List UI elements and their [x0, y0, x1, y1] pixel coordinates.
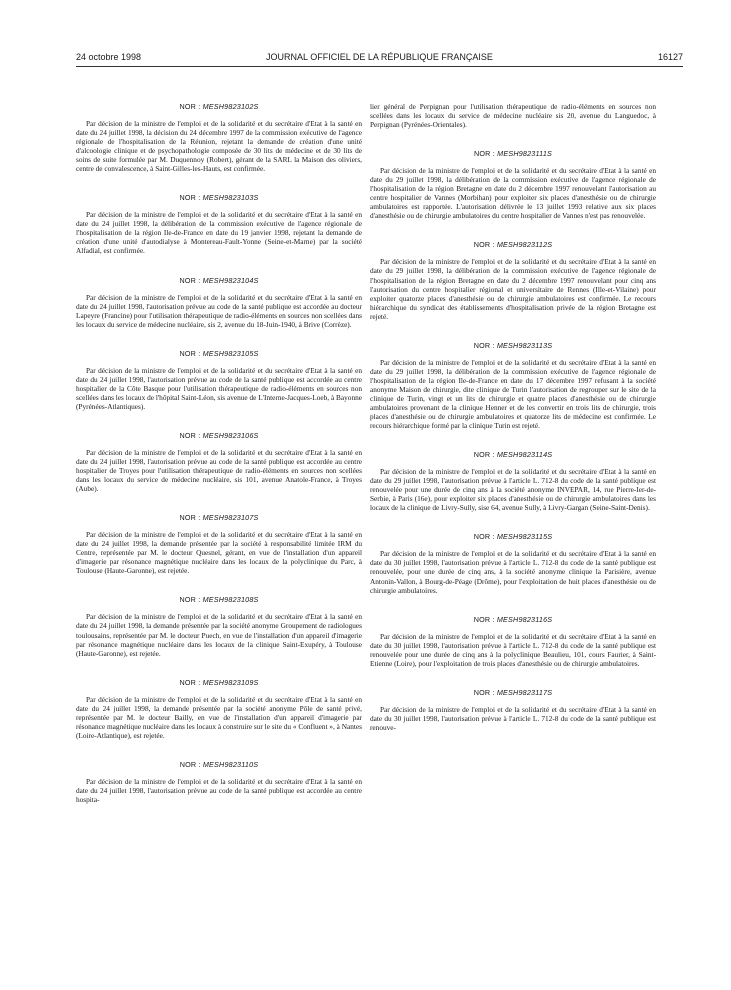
- nor-code: MESH9823106S: [202, 430, 259, 440]
- nor-reference: [76, 349, 362, 358]
- decision-entry: [76, 595, 362, 657]
- nor-label: NOR :: [473, 614, 495, 624]
- nor-label: NOR :: [473, 149, 495, 159]
- decision-text: Par décision de la ministre de l'emploi et de la solidarité et du secrétaire d'Etat à la santé en date du 24 juillet 1998, l'autorisation prévue au code de la santé publique est accordée au centre hospita-: [76, 776, 362, 804]
- nor-label: NOR :: [473, 340, 495, 350]
- header-date: 24 octobre 1998: [76, 52, 142, 62]
- nor-code: MESH9823105S: [202, 348, 259, 358]
- decision-text: Par décision de la ministre de l'emploi et de la solidarité et du secrétaire d'Etat à la santé en date du 29 juillet 1998, la délibération de la commission exécutive de l'agence régionale de l'hospitalisation de la région Ile-de-France en date du 17 décembre 1997 refusant à la société anonyme Maison de chirurgie, dite clinique de Turin l'autorisation de regrouper sur le site de la clinique de Turin, vingt et un lits de chirurgie et quatre places d'anesthésie ou de chirurgie ambulatoires provenant de la clinique Henner et de les convertir en trois lits de chirurgie, trois places d'anesthésie ou de chirurgie ambulatoires et quatorze lits de médecine est confirmée. Le recours hiérarchique formé par la clinique Turin est rejeté.: [370, 357, 656, 431]
- decision-text: Par décision de la ministre de l'emploi et de la solidarité et du secrétaire d'Etat à la santé en date du 30 juillet 1998, l'autorisation prévue à l'article L. 712-8 du code de la santé publique est renouve-: [370, 704, 656, 732]
- decision-text: Par décision de la ministre de l'emploi et de la solidarité et du secrétaire d'Etat à la santé en date du 29 juillet 1998, la délibération de la commission exécutive de l'agence régionale de l'hospitalisation de la région Bretagne en date du 2 décembre 1997 renouvelant l'autorisation au centre hospitalier de Vannes (Morbihan) pour exploiter six places d'anesthésie ou de chirurgie ambulatoires est rapportée. L'autorisation délivrée le 13 juillet 1993 relative aux six places d'anesthésie ou de chirurgie ambulatoires du centre hospitalier de Vannes n'est pas renouvelée.: [370, 166, 656, 221]
- decision-entry: [370, 341, 656, 430]
- decision-entry: [76, 513, 362, 575]
- decision-entry: [370, 149, 656, 220]
- nor-label: NOR :: [179, 275, 201, 285]
- nor-reference: [370, 341, 656, 350]
- decision-text: Par décision de la ministre de l'emploi et de la solidarité et du secrétaire d'Etat à la santé en date du 30 juillet 1998, l'autorisation prévue à l'article L. 712-8 du code de la santé publique est renouvelée pour une durée de cinq ans à la polyclinique Beaulieu, 101, cours Faurier, à Saint-Etienne (Loire), pour l'exploitation de trois places d'anesthésie ou de chirurgie ambulatoires.: [370, 631, 656, 668]
- nor-label: NOR :: [179, 595, 201, 605]
- nor-reference: [76, 760, 362, 769]
- decision-entry: [370, 615, 656, 668]
- decision-entry: [370, 688, 656, 732]
- decision-text: Par décision de la ministre de l'emploi et de la solidarité et du secrétaire d'Etat à la santé en date du 29 juillet 1998, l'autorisation prévue à l'article L. 712-8 du code de la santé publique est renouvelée pour une durée de cinq ans à la société anonyme INVEPAR, 14, rue Pierre-Ier-de-Serbie, à Paris (16e), pour exploiter six places d'anesthésie ou de chirurgie ambulatoires dans les locaux de la clinique de Livry-Sully, sise 64, avenue Sully, à Livry-Gargan (Seine-Saint-Denis).: [370, 467, 656, 513]
- header-rule: [76, 66, 683, 67]
- nor-reference: [370, 450, 656, 459]
- nor-label: NOR :: [179, 513, 201, 523]
- nor-label: NOR :: [179, 759, 201, 769]
- nor-code: MESH9823115S: [496, 532, 553, 542]
- nor-label: NOR :: [473, 532, 495, 542]
- nor-reference: [370, 532, 656, 541]
- decision-text: Par décision de la ministre de l'emploi et de la solidarité et du secrétaire d'Etat à la santé en date du 24 juillet 1998, la demande présentée par la société à responsabilité limitée IRM du Centre, représentée par M. le docteur Quesnel, gérant, en vue de l'installation d'un appareil d'imagerie par résonance magnétique nucléaire dans les locaux de la polyclinique du Parc, à Toulouse (Haute-Garonne), est rejetée.: [76, 530, 362, 576]
- nor-code: MESH9823112S: [496, 240, 553, 250]
- nor-reference: [76, 431, 362, 440]
- decision-entry: [370, 240, 656, 320]
- nor-label: NOR :: [473, 450, 495, 460]
- decision-entry: [76, 102, 362, 173]
- decision-entry: [370, 532, 656, 594]
- right-column: [370, 102, 656, 732]
- nor-reference: [370, 688, 656, 697]
- nor-reference: [76, 276, 362, 285]
- decision-entry: [76, 276, 362, 329]
- nor-label: NOR :: [179, 430, 201, 440]
- nor-code: MESH9823111S: [497, 149, 553, 159]
- decision-entry: [76, 760, 362, 804]
- nor-reference: [76, 102, 362, 111]
- nor-reference: [76, 513, 362, 522]
- decision-entry: [76, 431, 362, 493]
- nor-code: MESH9823107S: [202, 513, 259, 523]
- decision-entry: [370, 450, 656, 512]
- nor-label: NOR :: [179, 348, 201, 358]
- decision-text: Par décision de la ministre de l'emploi et de la solidarité et du secrétaire d'Etat à la santé en date du 29 juillet 1998, la délibération de la commission exécutive de l'agence régionale de l'hospitalisation de la région Bretagne en date du 2 décembre 1997 renouvelant pour cinq ans l'autorisation du centre hospitalier régional et universitaire de Rennes (Ille-et-Vilaine) pour exploiter quatorze places d'anesthésie ou de chirurgie ambulatoires est confirmée. Le recours hiérarchique du syndicat des établissements d'hospitalisation privée de la région Bretagne est rejeté.: [370, 257, 656, 321]
- decision-text: Par décision de la ministre de l'emploi et de la solidarité et du secrétaire d'Etat à la santé en date du 30 juillet 1998, l'autorisation prévue à l'article L. 712-8 du code de la santé publique est renouvelée, pour une durée de cinq ans, à la société anonyme clinique la Parisière, avenue Antonin-Vallon, à Bourg-de-Péage (Drôme), pour l'exploitation de huit places d'anesthésie ou de chirurgie ambulatoires.: [370, 549, 656, 595]
- decision-entry: [76, 349, 362, 411]
- nor-code: MESH9823113S: [496, 340, 553, 350]
- nor-code: MESH9823104S: [202, 275, 259, 285]
- nor-reference: [370, 149, 656, 158]
- nor-reference: [76, 595, 362, 604]
- decision-text: Par décision de la ministre de l'emploi et de la solidarité et du secrétaire d'Etat à la santé en date du 24 juillet 1998, la décision du 24 décembre 1997 de la commission exécutive de l'agence régionale de l'hospitalisation de la Réunion, rejetant la demande de création d'une unité d'alcoologie clinique et de psychopathologie composée de 30 lits de médecine et de 30 lits de soins de suite formulée par M. Duquennoy (Robert), gérant de la SARL la Maison des oliviers, centre de convalescence, à Saint-Gilles-les-Hauts, est confirmée.: [76, 119, 362, 174]
- nor-code: MESH9823108S: [202, 595, 259, 605]
- nor-reference: [76, 678, 362, 687]
- nor-code: MESH9823109S: [202, 677, 259, 687]
- left-column: [76, 102, 362, 804]
- nor-label: NOR :: [179, 677, 201, 687]
- decision-text: Par décision de la ministre de l'emploi et de la solidarité et du secrétaire d'Etat à la santé en date du 24 juillet 1998, l'autorisation prévue au code de la santé publique est accordée au centre hospitalier de la Côte Basque pour l'utilisation thérapeutique de radio-éléments en sources non scellées dans les locaux de l'hôpital Saint-Léon, sis avenue de L'Interne-Jacques-Loeb, à Bayonne (Pyrénées-Atlantiques).: [76, 365, 362, 411]
- decision-text: Par décision de la ministre de l'emploi et de la solidarité et du secrétaire d'Etat à la santé en date du 24 juillet 1998, l'autorisation prévue au code de la santé publique est accordée au docteur Lapeyre (Francine) pour l'utilisation thérapeutique de radio-éléments en sources non scellées dans les locaux du service de médecine nucléaire, sis 2, avenue du 18-Juin-1940, à Brive (Corrèze).: [76, 292, 362, 329]
- nor-label: NOR :: [179, 193, 201, 203]
- nor-reference: [370, 615, 656, 624]
- nor-code: MESH9823116S: [496, 614, 553, 624]
- journal-title: JOURNAL OFFICIEL DE LA RÉPUBLIQUE FRANÇAISE: [266, 52, 493, 62]
- nor-code: MESH9823103S: [202, 193, 259, 203]
- nor-label: NOR :: [473, 687, 495, 697]
- continued-paragraph: lier général de Perpignan pour l'utilisation thérapeutique de radio-éléments en sources non scellées dans les locaux du service de médecine nucléaire sis 20, avenue du Languedoc, à Perpignan (Pyrénées-Orientales).: [370, 102, 656, 130]
- nor-code: MESH9823117S: [496, 687, 553, 697]
- decision-text: Par décision de la ministre de l'emploi et de la solidarité et du secrétaire d'Etat à la santé en date du 24 juillet 1998, la délibération de la commission exécutive de l'agence régionale de l'hospitalisation de la région Ile-de-France en date du 19 janvier 1998, rejetant la demande de création d'une unité d'autodialyse à Montereau-Fault-Yonne (Seine-et-Marne) par la société Alfadial, est confirmée.: [76, 210, 362, 256]
- nor-code: MESH9823114S: [496, 450, 553, 460]
- nor-reference: [76, 193, 362, 202]
- decision-entry: [76, 678, 362, 740]
- nor-code: MESH9823102S: [202, 102, 259, 111]
- nor-label: NOR :: [179, 102, 201, 111]
- page-number: 16127: [657, 52, 683, 62]
- nor-code: MESH9823110S: [202, 759, 259, 769]
- decision-entry: [76, 193, 362, 255]
- decision-text: Par décision de la ministre de l'emploi et de la solidarité et du secrétaire d'Etat à la santé en date du 24 juillet 1998, la demande présentée par la société anonyme Pôle de santé privé, représentée par M. le docteur Bailly, en vue de l'installation d'un appareil d'imagerie par résonance magnétique nucléaire dans les locaux à construire sur le site du « Confluent », à Nantes (Loire-Atlantique), est rejetée.: [76, 694, 362, 740]
- decision-text: Par décision de la ministre de l'emploi et de la solidarité et du secrétaire d'Etat à la santé en date du 24 juillet 1998, l'autorisation prévue au code de la santé publique est accordée au centre hospitalier de Troyes pour l'utilisation thérapeutique de radio-éléments en sources non scellées dans les locaux du service de médecine nucléaire, sis 101, avenue Anatole-France, à Troyes (Aube).: [76, 447, 362, 494]
- nor-reference: [370, 240, 656, 249]
- nor-label: NOR :: [473, 240, 495, 250]
- decision-text: Par décision de la ministre de l'emploi et de la solidarité et du secrétaire d'Etat à la santé en date du 24 juillet 1998, la demande présentée par la société anonyme Groupement de radiologues toulousains, représentée par M. le docteur Puech, en vue de l'installation d'un appareil d'imagerie par résonance magnétique nucléaire dans les locaux de la clinique Saint-Exupéry, à Toulouse (Haute-Garonne), est rejetée.: [76, 612, 362, 658]
